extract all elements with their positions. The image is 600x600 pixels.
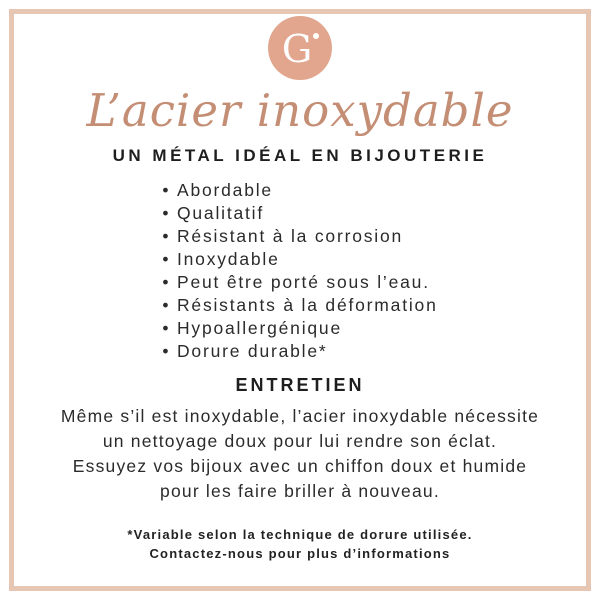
list-item: • Inoxydable	[162, 248, 437, 271]
list-item: • Abordable	[162, 179, 437, 202]
benefits-list	[162, 179, 437, 363]
page-title: L’acier inoxydable	[86, 84, 514, 137]
care-section-heading: ENTRETIEN	[235, 375, 365, 395]
list-item: • Résistant à la corrosion	[162, 225, 437, 248]
brand-logo-dot-icon	[313, 33, 319, 39]
list-item: • Peut être porté sous l’eau.	[162, 271, 437, 294]
care-line: Même s’il est inoxydable, l’acier inoxydable nécessite	[60, 406, 540, 426]
care-line: un nettoyage doux pour lui rendre son éclat.	[102, 431, 498, 451]
list-item: • Résistants à la déformation	[162, 294, 437, 317]
list-item: • Qualitatif	[162, 202, 437, 225]
list-item: • Hypoallergénique	[162, 317, 437, 340]
page-subtitle: UN MÉTAL IDÉAL EN BIJOUTERIE	[112, 146, 488, 165]
footnote	[127, 525, 472, 563]
list-item: • Dorure durable*	[162, 340, 437, 363]
brand-logo	[268, 16, 332, 80]
care-line: Essuyez vos bijoux avec un chiffon doux et humide	[72, 456, 528, 476]
footnote-line: *Variable selon la technique de dorure utilisée.	[127, 527, 473, 542]
care-paragraph	[61, 404, 539, 504]
brand-logo-letter: G	[281, 27, 313, 71]
care-line: pour les faire briller à nouveau.	[160, 481, 440, 501]
footnote-line: Contactez-nous pour plus d’informations	[149, 546, 451, 561]
